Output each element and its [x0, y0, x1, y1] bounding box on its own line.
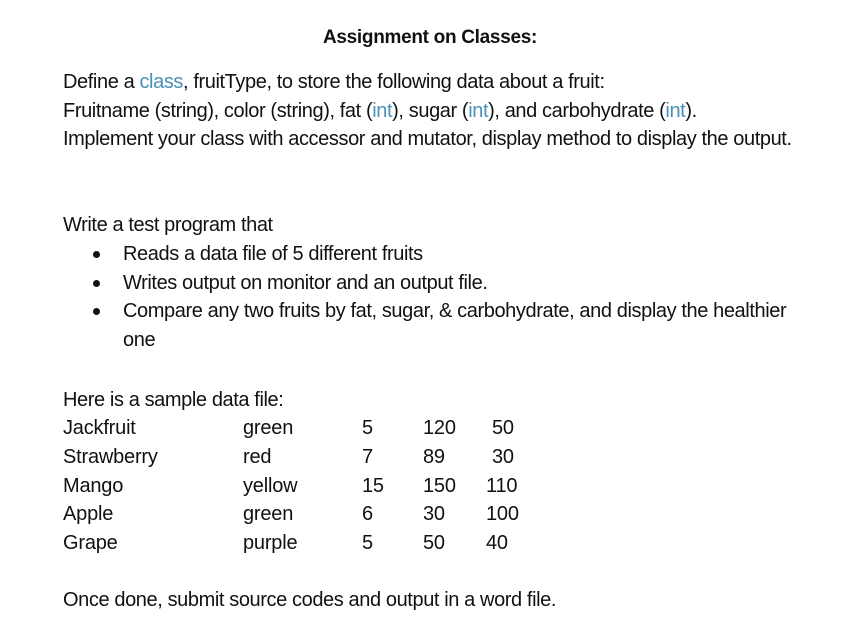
bullet-icon	[93, 280, 100, 287]
document-title: Assignment on Classes:	[322, 27, 538, 48]
fruit-color: red	[243, 445, 272, 468]
fruit-carb: 40	[486, 532, 508, 555]
keyword-class: class	[139, 71, 184, 93]
table-row	[63, 500, 542, 529]
list-item-text: Writes output on monitor and an output file.	[123, 271, 488, 294]
keyword-int: int	[468, 99, 489, 122]
fields-text: ), sugar (	[392, 99, 469, 122]
bullet-icon	[93, 308, 100, 315]
fruit-fat: 6	[362, 503, 373, 526]
test-program-heading: Write a test program that	[63, 214, 273, 236]
closing-instruction: Once done, submit source codes and output in a word file.	[63, 589, 557, 611]
fruit-fat: 15	[362, 474, 384, 497]
table-row	[63, 529, 542, 558]
sample-data-heading: Here is a sample data file:	[63, 389, 284, 411]
intro-text: Define a	[63, 71, 140, 93]
fruit-sugar: 89	[423, 445, 445, 468]
fruit-sugar: 30	[423, 503, 445, 526]
keyword-int: int	[665, 99, 686, 122]
bullet-icon	[93, 251, 100, 258]
fruit-fat: 5	[362, 532, 373, 555]
fruit-fat: 5	[362, 417, 373, 439]
fruit-carb: 50	[492, 417, 514, 439]
list-item-text: Compare any two fruits by fat, sugar, & carbohydrate, and display the healthier one	[123, 300, 787, 351]
fruit-name: Mango	[63, 474, 124, 497]
fruit-name: Apple	[63, 503, 114, 526]
implement-text: Implement your class with accessor and mutator, display method to display the output.	[63, 128, 792, 150]
fruit-name: Strawberry	[63, 445, 158, 468]
requirements-list	[63, 240, 803, 354]
fruit-color: green	[243, 503, 294, 526]
fields-text: Fruitname (string), color (string), fat (	[63, 99, 373, 122]
fruit-carb: 100	[486, 503, 519, 526]
fruit-carb: 30	[492, 445, 514, 468]
fruit-name: Jackfruit	[63, 417, 136, 439]
fruit-sugar: 150	[423, 474, 456, 497]
fruit-sugar: 120	[423, 417, 456, 439]
fruit-color: purple	[243, 532, 298, 555]
fields-text: ).	[685, 99, 697, 122]
fruit-fat: 7	[362, 445, 373, 468]
table-row	[63, 414, 542, 443]
sample-data-table	[63, 414, 542, 558]
table-row	[63, 443, 542, 472]
fruit-color: green	[243, 417, 294, 439]
fruit-name: Grape	[63, 532, 118, 555]
intro-text: , fruitType, to store the following data about a fruit:	[183, 71, 605, 93]
list-item	[63, 297, 803, 354]
fruit-carb: 110	[486, 474, 518, 497]
table-row	[63, 472, 542, 501]
keyword-int: int	[372, 99, 393, 122]
list-item	[63, 269, 803, 298]
intro-paragraph	[63, 68, 833, 154]
fruit-sugar: 50	[423, 532, 445, 555]
fields-text: ), and carbohydrate (	[488, 99, 666, 122]
list-item	[63, 240, 803, 269]
fruit-color: yellow	[243, 474, 298, 497]
list-item-text: Reads a data file of 5 different fruits	[123, 243, 423, 265]
